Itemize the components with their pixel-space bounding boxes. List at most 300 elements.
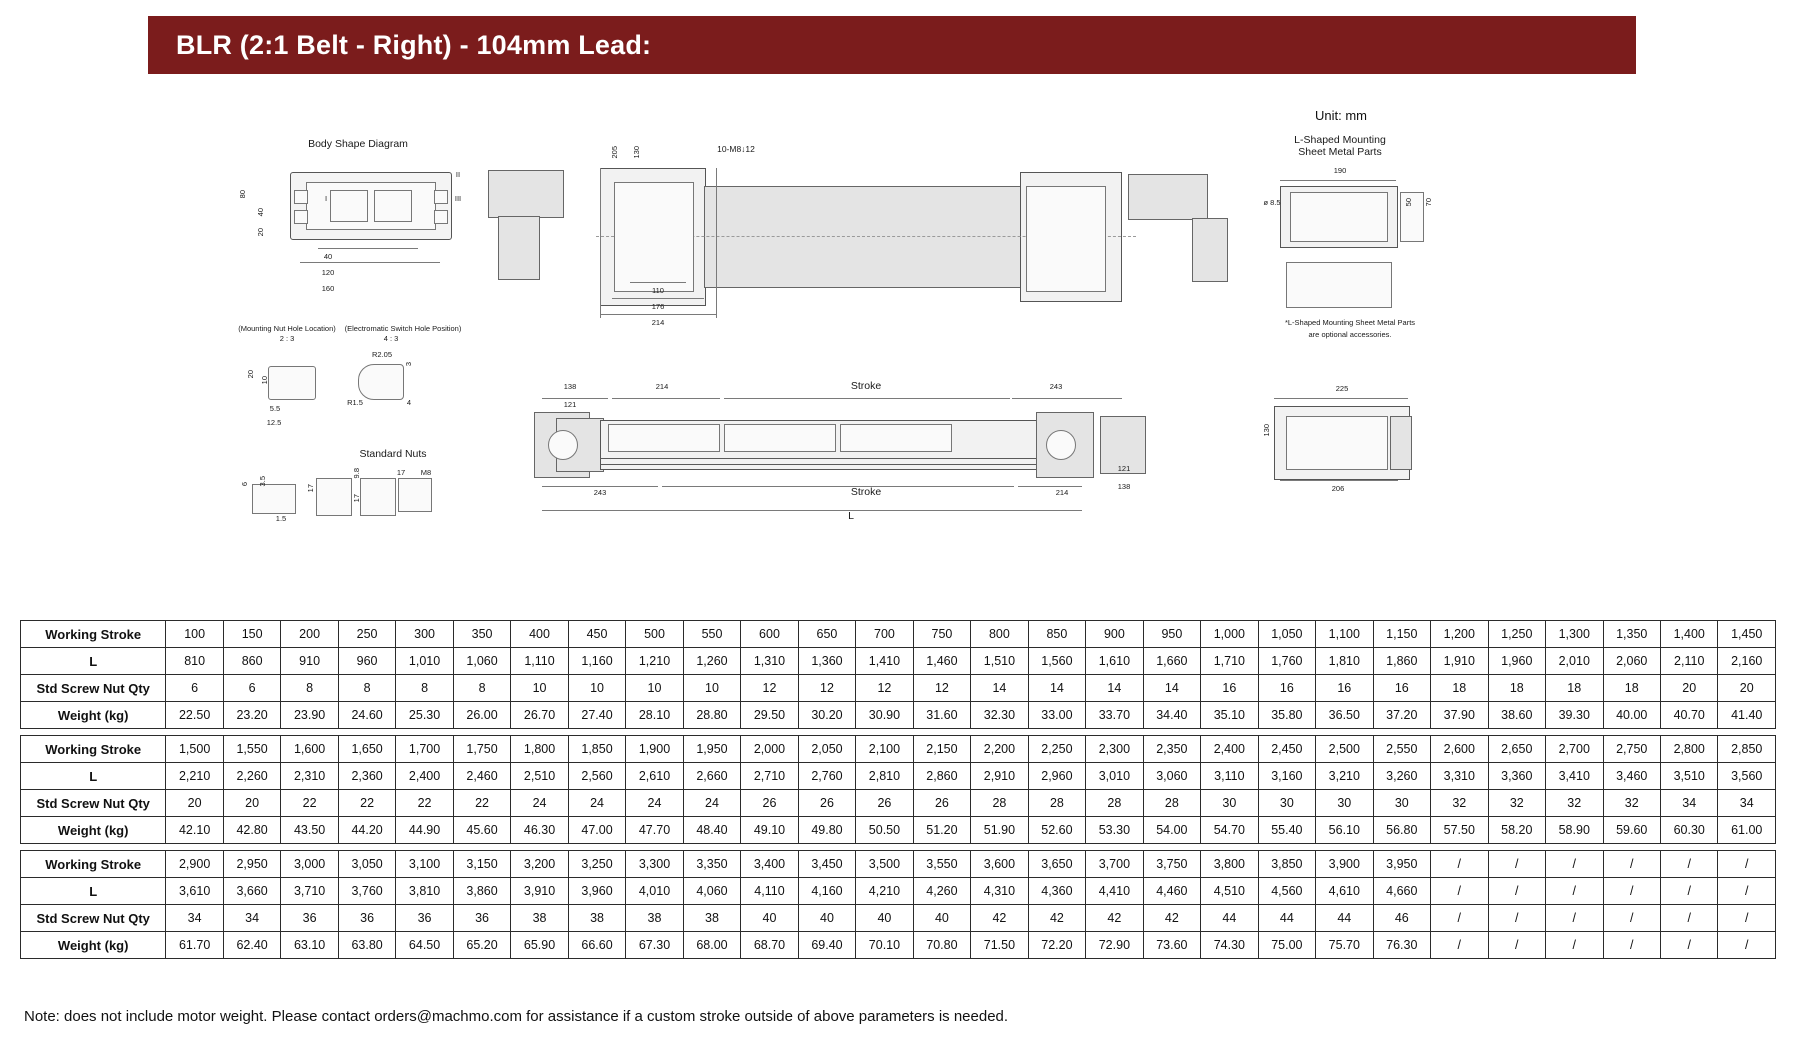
cell: 36 bbox=[281, 905, 338, 932]
topview-plate-right bbox=[1026, 186, 1106, 292]
profile-slot-tl bbox=[294, 190, 308, 204]
dim-110: 110 bbox=[652, 286, 664, 295]
cell: 42 bbox=[1143, 905, 1200, 932]
cell: 10 bbox=[626, 675, 683, 702]
cell: 16 bbox=[1316, 675, 1373, 702]
cell: 1,400 bbox=[1660, 621, 1717, 648]
cell: 3,750 bbox=[1143, 851, 1200, 878]
cell: 42 bbox=[1028, 905, 1085, 932]
dim-98: 9.8 bbox=[352, 468, 361, 479]
nut-section-c bbox=[360, 478, 396, 516]
cell: 28.80 bbox=[683, 702, 740, 729]
l-shape-front-inner bbox=[1290, 192, 1388, 242]
page-banner bbox=[148, 16, 1636, 74]
cell: 22 bbox=[338, 790, 395, 817]
dim-121-top: 121 bbox=[563, 400, 577, 409]
cell: 76.30 bbox=[1373, 932, 1430, 959]
dim-line-110 bbox=[630, 282, 686, 283]
cell: 2,150 bbox=[913, 736, 970, 763]
ratio-43: 4 : 3 bbox=[383, 334, 399, 343]
cell: 10 bbox=[683, 675, 740, 702]
dimline-206 bbox=[1280, 480, 1398, 481]
cell: 18 bbox=[1488, 675, 1545, 702]
cell: 3,550 bbox=[913, 851, 970, 878]
cell: 40.70 bbox=[1660, 702, 1717, 729]
cell: 28 bbox=[1028, 790, 1085, 817]
cell: 32 bbox=[1431, 790, 1488, 817]
cell: 40 bbox=[913, 905, 970, 932]
main-pulley-left bbox=[548, 430, 578, 460]
cell: 28 bbox=[1143, 790, 1200, 817]
cell: 34 bbox=[166, 905, 223, 932]
cell: 4,360 bbox=[1028, 878, 1085, 905]
profile-dim-40b: 40 bbox=[323, 252, 333, 261]
cell: 1,760 bbox=[1258, 648, 1315, 675]
cell: 8 bbox=[396, 675, 453, 702]
dim-15: 1.5 bbox=[275, 514, 287, 523]
topview-motor-right bbox=[1128, 174, 1208, 220]
table-row bbox=[21, 675, 1776, 702]
cell: / bbox=[1718, 905, 1776, 932]
cell: 24 bbox=[683, 790, 740, 817]
cell: 3,160 bbox=[1258, 763, 1315, 790]
dim-125: 12.5 bbox=[266, 418, 282, 427]
cell: / bbox=[1488, 851, 1545, 878]
cell: 2,000 bbox=[741, 736, 798, 763]
main-carriage-2 bbox=[724, 424, 836, 452]
cell: 61.00 bbox=[1718, 817, 1776, 844]
cell: 500 bbox=[626, 621, 683, 648]
cell: 47.70 bbox=[626, 817, 683, 844]
table-row bbox=[21, 702, 1776, 729]
main-carriage-1 bbox=[608, 424, 720, 452]
cell: 2,110 bbox=[1660, 648, 1717, 675]
cell: 2,600 bbox=[1431, 736, 1488, 763]
cell: 12 bbox=[741, 675, 798, 702]
cell: 3,360 bbox=[1488, 763, 1545, 790]
cell: 22 bbox=[281, 790, 338, 817]
cell: 44.20 bbox=[338, 817, 395, 844]
cell: 56.80 bbox=[1373, 817, 1430, 844]
cell: / bbox=[1660, 851, 1717, 878]
cell: 4,310 bbox=[971, 878, 1028, 905]
profile-slot-tr bbox=[434, 190, 448, 204]
cell: 1,610 bbox=[1086, 648, 1143, 675]
cell: 1,360 bbox=[798, 648, 855, 675]
cell: 35.10 bbox=[1201, 702, 1258, 729]
side-view-inner bbox=[1286, 416, 1388, 470]
cell: 2,500 bbox=[1316, 736, 1373, 763]
table-row bbox=[21, 932, 1776, 959]
dimline-L bbox=[542, 510, 1082, 511]
table-row bbox=[21, 790, 1776, 817]
cell: 950 bbox=[1143, 621, 1200, 648]
table-separator bbox=[21, 729, 1776, 736]
cell: 1,200 bbox=[1431, 621, 1488, 648]
technical-drawings bbox=[0, 86, 1796, 606]
cell: 48.40 bbox=[683, 817, 740, 844]
cell: 30.20 bbox=[798, 702, 855, 729]
cell: 2,850 bbox=[1718, 736, 1776, 763]
cell: 3,000 bbox=[281, 851, 338, 878]
cell: / bbox=[1718, 878, 1776, 905]
cell: 6 bbox=[223, 675, 280, 702]
row-label-weight-1: Weight (kg) bbox=[21, 702, 166, 729]
cell: 4,560 bbox=[1258, 878, 1315, 905]
cell: 70.80 bbox=[913, 932, 970, 959]
cell: 810 bbox=[166, 648, 223, 675]
cell: 1,700 bbox=[396, 736, 453, 763]
cell: 4,510 bbox=[1201, 878, 1258, 905]
cell: 49.10 bbox=[741, 817, 798, 844]
dim-3: 3 bbox=[404, 362, 413, 367]
cell: 3,560 bbox=[1718, 763, 1776, 790]
cell: 36.50 bbox=[1316, 702, 1373, 729]
row-label-weight-3: Weight (kg) bbox=[21, 932, 166, 959]
cell: 6 bbox=[166, 675, 223, 702]
cell: 62.40 bbox=[223, 932, 280, 959]
nut-section-b bbox=[316, 478, 352, 516]
dim-214-bottom: 214 bbox=[1055, 488, 1069, 497]
cell: 3,210 bbox=[1316, 763, 1373, 790]
stroke-label-top: Stroke bbox=[850, 380, 882, 392]
cell: 24 bbox=[511, 790, 568, 817]
cell: 61.70 bbox=[166, 932, 223, 959]
cell: 1,550 bbox=[223, 736, 280, 763]
cell: 2,950 bbox=[223, 851, 280, 878]
topview-motor-right-lower bbox=[1192, 218, 1228, 282]
cell: 10 bbox=[511, 675, 568, 702]
cell: 28 bbox=[971, 790, 1028, 817]
cell: 34 bbox=[1718, 790, 1776, 817]
cell: 1,460 bbox=[913, 648, 970, 675]
cell: 2,200 bbox=[971, 736, 1028, 763]
main-pulley-right bbox=[1046, 430, 1076, 460]
cell: / bbox=[1431, 878, 1488, 905]
specification-table bbox=[20, 620, 1776, 959]
cell: 550 bbox=[683, 621, 740, 648]
cell: / bbox=[1660, 932, 1717, 959]
cell: 68.70 bbox=[741, 932, 798, 959]
cell: / bbox=[1603, 932, 1660, 959]
cell: 3,700 bbox=[1086, 851, 1143, 878]
cell: 43.50 bbox=[281, 817, 338, 844]
dim-17c: 17 bbox=[396, 468, 406, 477]
cell: 33.00 bbox=[1028, 702, 1085, 729]
cell: 2,400 bbox=[396, 763, 453, 790]
cell: 1,100 bbox=[1316, 621, 1373, 648]
dim-243-bottom: 243 bbox=[593, 488, 607, 497]
cell: 22.50 bbox=[166, 702, 223, 729]
main-carriage-3 bbox=[840, 424, 952, 452]
cell: 30 bbox=[1201, 790, 1258, 817]
cell: 1,310 bbox=[741, 648, 798, 675]
cell: 1,860 bbox=[1373, 648, 1430, 675]
cell: 1,350 bbox=[1603, 621, 1660, 648]
main-rail-line-2 bbox=[600, 464, 1036, 465]
cell: 450 bbox=[568, 621, 625, 648]
cell: 36 bbox=[453, 905, 510, 932]
dimline-243-bottom bbox=[542, 486, 658, 487]
cell: 14 bbox=[1086, 675, 1143, 702]
cell: 73.60 bbox=[1143, 932, 1200, 959]
cell: 38 bbox=[626, 905, 683, 932]
dim-diam: ø 8.5 bbox=[1263, 198, 1281, 207]
cell: 3,400 bbox=[741, 851, 798, 878]
table-row bbox=[21, 621, 1776, 648]
cell: 2,400 bbox=[1201, 736, 1258, 763]
unit-label: Unit: mm bbox=[1315, 108, 1367, 123]
l-shape-title-1: L-Shaped Mounting bbox=[1294, 134, 1386, 146]
cell: 30 bbox=[1316, 790, 1373, 817]
cell: 18 bbox=[1546, 675, 1603, 702]
cell: 1,500 bbox=[166, 736, 223, 763]
cell: 26.70 bbox=[511, 702, 568, 729]
cell: 2,250 bbox=[1028, 736, 1085, 763]
cell: / bbox=[1660, 878, 1717, 905]
cell: 22 bbox=[453, 790, 510, 817]
cell: 64.50 bbox=[396, 932, 453, 959]
cell: 1,650 bbox=[338, 736, 395, 763]
cell: 75.70 bbox=[1316, 932, 1373, 959]
dim-35: 3.5 bbox=[258, 476, 267, 487]
dim-17a: 17 bbox=[306, 484, 315, 493]
cell: 74.30 bbox=[1201, 932, 1258, 959]
cell: 3,660 bbox=[223, 878, 280, 905]
cell: 30 bbox=[1258, 790, 1315, 817]
cell: 32 bbox=[1603, 790, 1660, 817]
profile-dim-40: 40 bbox=[256, 208, 265, 217]
cell: 2,450 bbox=[1258, 736, 1315, 763]
row-label-working-stroke-3: Working Stroke bbox=[21, 851, 166, 878]
table-row bbox=[21, 817, 1776, 844]
dim-17b: 17 bbox=[352, 494, 361, 503]
cell: 1,210 bbox=[626, 648, 683, 675]
cell: 40 bbox=[741, 905, 798, 932]
profile-marker-i: I bbox=[324, 194, 328, 203]
cell: 3,110 bbox=[1201, 763, 1258, 790]
cell: 2,160 bbox=[1718, 648, 1776, 675]
cell: 1,560 bbox=[1028, 648, 1085, 675]
cell: 63.10 bbox=[281, 932, 338, 959]
cell: 26 bbox=[798, 790, 855, 817]
cell: 72.20 bbox=[1028, 932, 1085, 959]
row-label-nut-qty-2: Std Screw Nut Qty bbox=[21, 790, 166, 817]
cell: 4,010 bbox=[626, 878, 683, 905]
dim-m8: M8 bbox=[420, 468, 432, 477]
dim-190: 190 bbox=[1333, 166, 1347, 175]
cell: 39.30 bbox=[1546, 702, 1603, 729]
cell: 44 bbox=[1316, 905, 1373, 932]
dim-line-190 bbox=[1280, 180, 1396, 181]
cell: 300 bbox=[396, 621, 453, 648]
cell: 3,860 bbox=[453, 878, 510, 905]
cell: 3,250 bbox=[568, 851, 625, 878]
topview-plate-left bbox=[614, 182, 694, 292]
cell: 20 bbox=[223, 790, 280, 817]
cell: 3,710 bbox=[281, 878, 338, 905]
cell: 38 bbox=[511, 905, 568, 932]
cell: 2,460 bbox=[453, 763, 510, 790]
cell: 18 bbox=[1603, 675, 1660, 702]
cell: / bbox=[1546, 878, 1603, 905]
cell: 51.90 bbox=[971, 817, 1028, 844]
cell: 32 bbox=[1488, 790, 1545, 817]
cell: 38.60 bbox=[1488, 702, 1545, 729]
dimline-214-top bbox=[612, 398, 720, 399]
dim-10: 10 bbox=[260, 376, 269, 385]
cell: 12 bbox=[856, 675, 913, 702]
cell: / bbox=[1603, 851, 1660, 878]
cell: 3,510 bbox=[1660, 763, 1717, 790]
cell: 1,900 bbox=[626, 736, 683, 763]
cell: 22 bbox=[396, 790, 453, 817]
cell: / bbox=[1546, 932, 1603, 959]
cell: 1,250 bbox=[1488, 621, 1545, 648]
cell: 2,360 bbox=[338, 763, 395, 790]
cell: 65.20 bbox=[453, 932, 510, 959]
cell: / bbox=[1603, 878, 1660, 905]
cell: 28 bbox=[1086, 790, 1143, 817]
dim-ext-right bbox=[716, 168, 717, 318]
cell: / bbox=[1718, 851, 1776, 878]
cell: / bbox=[1603, 905, 1660, 932]
cell: 68.00 bbox=[683, 932, 740, 959]
dim-138-bottom: 138 bbox=[1117, 482, 1131, 491]
cell: / bbox=[1431, 932, 1488, 959]
cell: 1,800 bbox=[511, 736, 568, 763]
cell: 650 bbox=[798, 621, 855, 648]
cell: 2,350 bbox=[1143, 736, 1200, 763]
profile-dim-120: 120 bbox=[321, 268, 335, 277]
standard-nuts-title: Standard Nuts bbox=[359, 448, 427, 460]
cell: 960 bbox=[338, 648, 395, 675]
cell: 46 bbox=[1373, 905, 1430, 932]
cell: 4,610 bbox=[1316, 878, 1373, 905]
cell: 3,310 bbox=[1431, 763, 1488, 790]
cell: 1,910 bbox=[1431, 648, 1488, 675]
cell: 71.50 bbox=[971, 932, 1028, 959]
cell: 34 bbox=[223, 905, 280, 932]
dimline-225 bbox=[1274, 398, 1408, 399]
cell: 1,660 bbox=[1143, 648, 1200, 675]
dim-214-top: 214 bbox=[655, 382, 669, 391]
cell: 24 bbox=[626, 790, 683, 817]
dim-line-176 bbox=[612, 298, 704, 299]
cell: 42.80 bbox=[223, 817, 280, 844]
cell: 42 bbox=[1086, 905, 1143, 932]
cell: 44 bbox=[1258, 905, 1315, 932]
cell: 26.00 bbox=[453, 702, 510, 729]
table-row bbox=[21, 763, 1776, 790]
cell: 63.80 bbox=[338, 932, 395, 959]
profile-dim-line-160 bbox=[300, 262, 440, 263]
cell: 51.20 bbox=[913, 817, 970, 844]
cell: 28.10 bbox=[626, 702, 683, 729]
cell: 24 bbox=[568, 790, 625, 817]
cell: 35.80 bbox=[1258, 702, 1315, 729]
cell: 30 bbox=[1373, 790, 1430, 817]
cell: 36 bbox=[338, 905, 395, 932]
dimline-214-bottom bbox=[1018, 486, 1082, 487]
cell: 200 bbox=[281, 621, 338, 648]
cell: 8 bbox=[281, 675, 338, 702]
cell: 2,060 bbox=[1603, 648, 1660, 675]
dim-50: 50 bbox=[1404, 198, 1413, 207]
dim-ext-left bbox=[600, 168, 601, 318]
cell: 2,710 bbox=[741, 763, 798, 790]
cell: 34.40 bbox=[1143, 702, 1200, 729]
cell: 3,460 bbox=[1603, 763, 1660, 790]
cell: 12 bbox=[913, 675, 970, 702]
switch-hole-detail bbox=[358, 364, 404, 400]
cell: / bbox=[1488, 932, 1545, 959]
cell: 3,060 bbox=[1143, 763, 1200, 790]
cell: 70.10 bbox=[856, 932, 913, 959]
page-title: BLR (2:1 Belt - Right) - 104mm Lead: bbox=[176, 29, 652, 60]
cell: 54.00 bbox=[1143, 817, 1200, 844]
cell: 25.30 bbox=[396, 702, 453, 729]
profile-dim-160: 160 bbox=[321, 284, 335, 293]
cell: 860 bbox=[223, 648, 280, 675]
cell: 20 bbox=[1660, 675, 1717, 702]
cell: 49.80 bbox=[798, 817, 855, 844]
dim-4: 4 bbox=[406, 398, 412, 407]
cell: / bbox=[1660, 905, 1717, 932]
cell: / bbox=[1488, 905, 1545, 932]
nut-hole-detail bbox=[268, 366, 316, 400]
cell: 2,100 bbox=[856, 736, 913, 763]
cell: 47.00 bbox=[568, 817, 625, 844]
row-label-working-stroke-1: Working Stroke bbox=[21, 621, 166, 648]
cell: 2,700 bbox=[1546, 736, 1603, 763]
dim-130-side: 130 bbox=[1262, 424, 1271, 437]
cell: 37.20 bbox=[1373, 702, 1430, 729]
dim-r205: R2.05 bbox=[371, 350, 392, 359]
cell: 45.60 bbox=[453, 817, 510, 844]
switch-hole-label: (Electromatic Switch Hole Position) bbox=[344, 324, 462, 333]
ratio-23: 2 : 3 bbox=[279, 334, 295, 343]
cell: / bbox=[1488, 878, 1545, 905]
cell: 40 bbox=[856, 905, 913, 932]
l-shape-plan-view bbox=[1286, 262, 1392, 308]
profile-inner bbox=[306, 182, 436, 230]
topview-motor-left bbox=[488, 170, 564, 218]
cell: 53.30 bbox=[1086, 817, 1143, 844]
row-label-working-stroke-2: Working Stroke bbox=[21, 736, 166, 763]
cell: 2,650 bbox=[1488, 736, 1545, 763]
cell: 1,010 bbox=[396, 648, 453, 675]
cell: 1,110 bbox=[511, 648, 568, 675]
profile-chamber-right bbox=[374, 190, 412, 222]
cell: 2,610 bbox=[626, 763, 683, 790]
cell: 2,510 bbox=[511, 763, 568, 790]
cell: 12 bbox=[798, 675, 855, 702]
cell: 58.20 bbox=[1488, 817, 1545, 844]
cell: 4,060 bbox=[683, 878, 740, 905]
cell: 54.70 bbox=[1201, 817, 1258, 844]
cell: 57.50 bbox=[1431, 817, 1488, 844]
cell: 72.90 bbox=[1086, 932, 1143, 959]
cell: 1,450 bbox=[1718, 621, 1776, 648]
cell: 14 bbox=[971, 675, 1028, 702]
cell: 20 bbox=[1718, 675, 1776, 702]
cell: 3,650 bbox=[1028, 851, 1085, 878]
cell: 1,300 bbox=[1546, 621, 1603, 648]
cell: 32 bbox=[1546, 790, 1603, 817]
profile-dim-line-120 bbox=[318, 248, 418, 249]
cell: 3,410 bbox=[1546, 763, 1603, 790]
